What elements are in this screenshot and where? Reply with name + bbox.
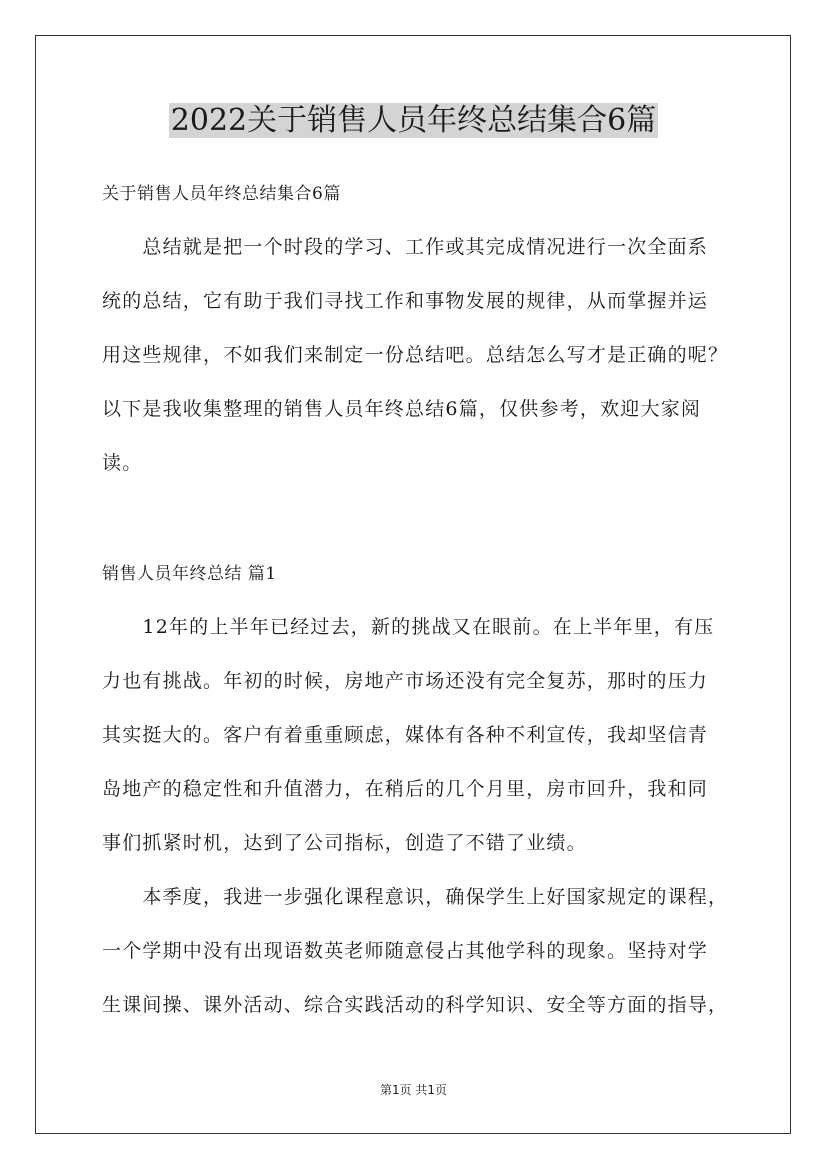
document-title-text: 2022关于销售人员年终总结集合6篇 bbox=[170, 103, 657, 138]
document-subtitle: 关于销售人员年终总结集合6篇 bbox=[102, 184, 341, 204]
intro-line: 统的总结，它有助于我们寻找工作和事物发展的规律，从而掌握并运 bbox=[102, 290, 709, 312]
intro-line: 用这些规律，不如我们来制定一份总结吧。总结怎么写才是正确的呢？ bbox=[102, 344, 729, 366]
document-title bbox=[0, 98, 827, 144]
section-heading: 销售人员年终总结 篇1 bbox=[102, 564, 277, 584]
page-number: 第1页 共1页 bbox=[379, 1083, 448, 1097]
paragraph-line: 生课间操、课外活动、综合实践活动的科学知识、安全等方面的指导， bbox=[102, 994, 729, 1016]
paragraph-line: 本季度，我进一步强化课程意识，确保学生上好国家规定的课程， bbox=[102, 886, 729, 908]
intro-line: 总结就是把一个时段的学习、工作或其完成情况进行一次全面系 bbox=[102, 236, 709, 258]
paragraph-line: 其实挺大的。客户有着重重顾虑，媒体有各种不利宣传，我却坚信青 bbox=[102, 724, 709, 746]
paragraph-line: 力也有挑战。年初的时候，房地产市场还没有完全复苏，那时的压力 bbox=[102, 670, 709, 692]
paragraph-line: 事们抓紧时机，达到了公司指标，创造了不错了业绩。 bbox=[102, 832, 587, 854]
paragraph-line: 12年的上半年已经过去，新的挑战又在眼前。在上半年里，有压 bbox=[102, 616, 715, 638]
page-footer bbox=[0, 1082, 827, 1098]
paragraph-line: 一个学期中没有出现语数英老师随意侵占其他学科的现象。坚持对学 bbox=[102, 940, 709, 962]
paragraph-line: 岛地产的稳定性和升值潜力，在稍后的几个月里，房市回升，我和同 bbox=[102, 778, 709, 800]
intro-line: 以下是我收集整理的销售人员年终总结6篇，仅供参考，欢迎大家阅 bbox=[102, 398, 702, 420]
intro-line: 读。 bbox=[102, 452, 143, 474]
